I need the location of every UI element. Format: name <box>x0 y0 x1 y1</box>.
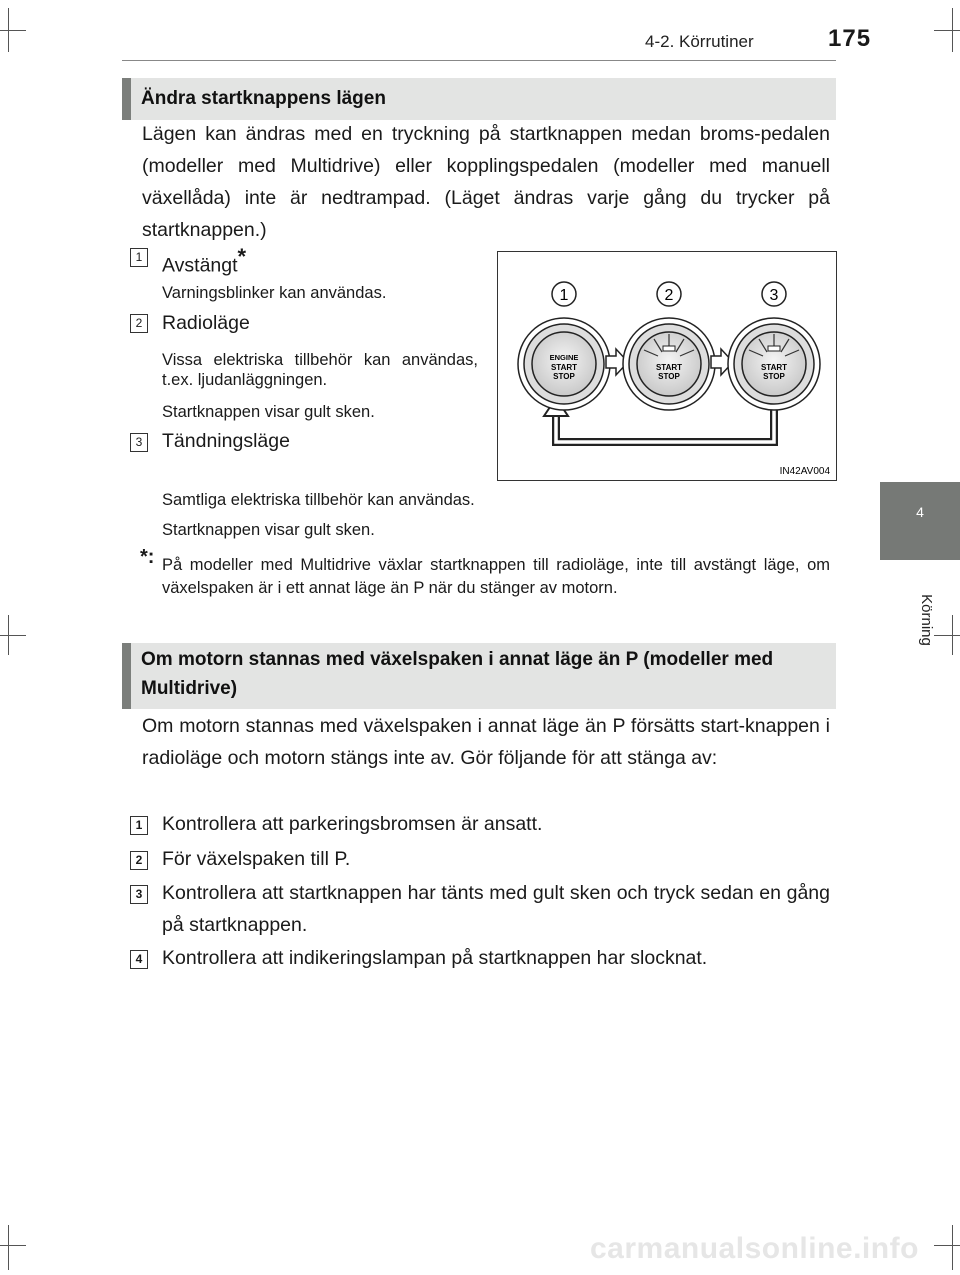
watermark: carmanualsonline.info <box>590 1232 919 1265</box>
figure-label: 2 <box>664 287 674 304</box>
section-heading: Om motorn stannas med växelspaken i annat läge än P (modeller med Multidrive) <box>122 643 836 709</box>
start-button-off <box>518 318 610 410</box>
footnote-text: På modeller med Multidrive växlar startknappen till radioläge, inte till avstängt läge, om växelspaken är i ett annat läge än P när du stänger av motorn. <box>162 556 830 597</box>
crop-mark-top-right <box>930 0 960 60</box>
start-button-ignition <box>728 318 820 410</box>
footnote-marker: *: <box>140 546 155 568</box>
button-text: STOP <box>553 372 575 381</box>
header-rule <box>122 60 836 61</box>
button-text: STOP <box>763 372 785 381</box>
section-intro: Lägen kan ändras med en tryckning på startknappen medan broms-pedalen (modeller med Multidrive) eller kopplingspedalen (modeller med manuell växellåda) inte är nedtrampad. (Läget ändras varje gång du trycker på startknappen.) <box>142 123 830 241</box>
section-intro: Om motorn stannas med växelspaken i annat läge än P försätts start-knappen i radioläge och motorn stängs inte av. Gör följande för att stänga av: <box>142 715 830 769</box>
item-description: Startknappen visar gult sken. <box>162 403 375 421</box>
button-text: STOP <box>658 372 680 381</box>
item-number-box: 2 <box>130 314 148 333</box>
item-description: Startknappen visar gult sken. <box>162 521 375 539</box>
button-text: START <box>655 363 683 372</box>
chapter-tab: 4 <box>880 482 960 560</box>
asterisk-marker: * <box>237 244 247 269</box>
step-number-box: 2 <box>130 851 148 870</box>
item-label-off <box>162 244 246 278</box>
crop-mark-bottom-left <box>0 1220 30 1275</box>
step-text: Kontrollera att parkeringsbromsen är ansatt. <box>162 813 543 835</box>
step-text: Kontrollera att indikeringslampan på startknappen har slocknat. <box>162 947 708 969</box>
section-heading: Ändra startknappens lägen <box>122 78 836 120</box>
item-number-box: 3 <box>130 433 148 452</box>
step-text: Kontrollera att startknappen har tänts med gult sken och tryck sedan en gång på startknappen. <box>162 882 830 936</box>
start-button-figure <box>497 251 837 481</box>
step-number-box: 1 <box>130 816 148 835</box>
label-circle <box>657 282 681 306</box>
button-diagram <box>498 252 836 480</box>
item-description: Varningsblinker kan användas. <box>162 284 387 302</box>
figure-caption: IN42AV004 <box>779 466 830 477</box>
button-text: START <box>760 363 788 372</box>
crop-mark-bottom-right <box>930 1220 960 1275</box>
button-text: ENGINE <box>549 353 579 362</box>
item-description: Samtliga elektriska tillbehör kan användas. <box>162 491 475 509</box>
item-label-radio: Radioläge <box>162 312 250 334</box>
item-label-ignition: Tändningsläge <box>162 430 290 452</box>
step-number-box: 3 <box>130 885 148 904</box>
label-circle <box>762 282 786 306</box>
item-description: Vissa elektriska tillbehör kan användas, t.ex. ljudanläggningen. <box>162 351 478 389</box>
chapter-label: Körning <box>918 594 935 646</box>
page-number: 175 <box>828 25 872 52</box>
item-number-box: 1 <box>130 248 148 267</box>
item-label-text: Avstängt <box>162 254 238 277</box>
figure-label: 3 <box>769 287 779 304</box>
figure-label: 1 <box>559 287 569 304</box>
step-text: För växelspaken till P. <box>162 848 351 870</box>
crop-mark-mid-left <box>0 610 30 670</box>
header-section: 4-2. Körrutiner <box>645 32 754 51</box>
start-button-radio <box>623 318 715 410</box>
label-circle <box>552 282 576 306</box>
button-text: START <box>550 363 578 372</box>
crop-mark-top-left <box>0 0 30 60</box>
step-number-box: 4 <box>130 950 148 969</box>
